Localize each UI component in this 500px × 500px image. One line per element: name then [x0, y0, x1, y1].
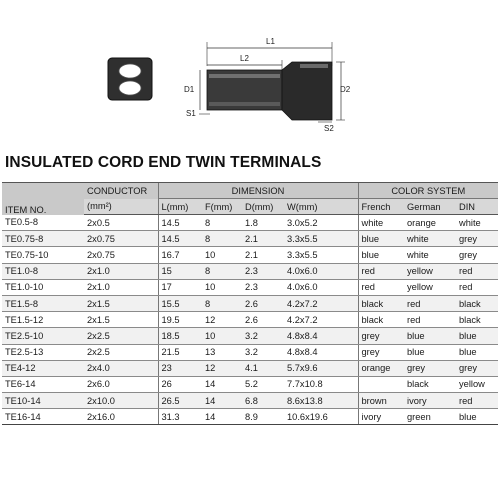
- cell-item-no: TE10-14: [2, 393, 84, 409]
- cell-width-w: 3.0x5.2: [284, 215, 358, 231]
- header-color-system: COLOR SYSTEM: [358, 183, 498, 199]
- cell-conductor: 2x16.0: [84, 409, 158, 425]
- side-view: [184, 37, 351, 133]
- cell-color-german: orange: [404, 215, 456, 231]
- cell-length-l: 17: [158, 279, 202, 295]
- end-view: [108, 58, 152, 100]
- cell-length-f: 8: [202, 263, 242, 279]
- cell-conductor: 2x4.0: [84, 360, 158, 376]
- cell-diameter-d: 2.1: [242, 231, 284, 247]
- cell-color-din: grey: [456, 231, 498, 247]
- cell-color-din: blue: [456, 409, 498, 425]
- cell-width-w: 7.7x10.8: [284, 376, 358, 392]
- table-row: [2, 263, 498, 279]
- terminal-spec-table: [2, 182, 498, 425]
- cell-color-french: brown: [358, 393, 404, 409]
- cell-length-l: 26: [158, 376, 202, 392]
- cell-item-no: TE4-12: [2, 360, 84, 376]
- cell-width-w: 4.0x6.0: [284, 279, 358, 295]
- cell-length-f: 14: [202, 393, 242, 409]
- terminal-diagram: [0, 0, 500, 150]
- cell-width-w: 4.2x7.2: [284, 295, 358, 311]
- cell-item-no: TE1.5-12: [2, 312, 84, 328]
- cell-diameter-d: 8.9: [242, 409, 284, 425]
- header-item-no: ITEM NO.: [2, 183, 84, 215]
- cell-color-german: blue: [404, 328, 456, 344]
- cell-length-l: 15: [158, 263, 202, 279]
- table-row: [2, 376, 498, 392]
- cell-diameter-d: 3.2: [242, 344, 284, 360]
- table-row: [2, 312, 498, 328]
- cell-diameter-d: 2.6: [242, 312, 284, 328]
- cell-diameter-d: 4.1: [242, 360, 284, 376]
- cell-conductor: 2x1.0: [84, 279, 158, 295]
- header-w: W(mm): [284, 199, 358, 215]
- header-german: German: [404, 199, 456, 215]
- cell-diameter-d: 5.2: [242, 376, 284, 392]
- cell-color-german: black: [404, 376, 456, 392]
- table-row: [2, 393, 498, 409]
- cell-color-german: ivory: [404, 393, 456, 409]
- cell-color-din: red: [456, 279, 498, 295]
- cell-width-w: 4.2x7.2: [284, 312, 358, 328]
- cell-color-german: red: [404, 312, 456, 328]
- cell-diameter-d: 2.3: [242, 263, 284, 279]
- cell-length-l: 16.7: [158, 247, 202, 263]
- table-row: [2, 215, 498, 231]
- cell-diameter-d: 3.2: [242, 328, 284, 344]
- header-dimension: DIMENSION: [158, 183, 358, 199]
- cell-width-w: 4.8x8.4: [284, 344, 358, 360]
- cell-color-french: white: [358, 215, 404, 231]
- cell-width-w: 5.7x9.6: [284, 360, 358, 376]
- cell-color-german: white: [404, 247, 456, 263]
- cell-length-l: 14.5: [158, 231, 202, 247]
- cell-width-w: 3.3x5.5: [284, 247, 358, 263]
- cell-length-l: 21.5: [158, 344, 202, 360]
- cell-color-french: grey: [358, 328, 404, 344]
- header-conductor: CONDUCTOR: [84, 183, 158, 199]
- table-row: [2, 295, 498, 311]
- table-row: [2, 344, 498, 360]
- cell-item-no: TE6-14: [2, 376, 84, 392]
- cell-length-f: 10: [202, 247, 242, 263]
- cell-length-f: 14: [202, 376, 242, 392]
- cell-item-no: TE1.0-10: [2, 279, 84, 295]
- cell-conductor: 2x0.75: [84, 247, 158, 263]
- header-french: French: [358, 199, 404, 215]
- table-body: [2, 215, 498, 425]
- cell-color-german: blue: [404, 344, 456, 360]
- cell-conductor: 2x10.0: [84, 393, 158, 409]
- cell-color-french: grey: [358, 344, 404, 360]
- header-conductor-unit: (mm²): [84, 199, 158, 215]
- table-row: [2, 279, 498, 295]
- cell-diameter-d: 2.1: [242, 247, 284, 263]
- cell-item-no: TE1.5-8: [2, 295, 84, 311]
- cell-color-din: black: [456, 295, 498, 311]
- cell-conductor: 2x2.5: [84, 344, 158, 360]
- cell-length-l: 15.5: [158, 295, 202, 311]
- cell-color-din: red: [456, 263, 498, 279]
- cell-length-f: 8: [202, 215, 242, 231]
- header-din: DIN: [456, 199, 498, 215]
- cell-length-l: 14.5: [158, 215, 202, 231]
- s1-label: S1: [186, 109, 196, 118]
- cell-color-french: red: [358, 279, 404, 295]
- cell-diameter-d: 1.8: [242, 215, 284, 231]
- cell-color-din: white: [456, 215, 498, 231]
- table-row: [2, 328, 498, 344]
- page-title: INSULATED CORD END TWIN TERMINALS: [5, 154, 322, 171]
- cell-color-french: black: [358, 312, 404, 328]
- header-f: F(mm): [202, 199, 242, 215]
- cell-diameter-d: 2.3: [242, 279, 284, 295]
- table-row: [2, 247, 498, 263]
- cell-color-french: black: [358, 295, 404, 311]
- s2-label: S2: [324, 124, 334, 133]
- cell-color-din: grey: [456, 360, 498, 376]
- table-row: [2, 360, 498, 376]
- cell-width-w: 4.8x8.4: [284, 328, 358, 344]
- cell-length-l: 31.3: [158, 409, 202, 425]
- cell-length-l: 23: [158, 360, 202, 376]
- cell-length-f: 10: [202, 328, 242, 344]
- cell-length-l: 26.5: [158, 393, 202, 409]
- cell-length-l: 19.5: [158, 312, 202, 328]
- d2-label: D2: [340, 85, 351, 94]
- cell-color-din: yellow: [456, 376, 498, 392]
- l2-label: L2: [240, 54, 249, 63]
- header-l: L(mm): [158, 199, 202, 215]
- cell-color-french: blue: [358, 247, 404, 263]
- cell-length-f: 12: [202, 360, 242, 376]
- cell-color-din: grey: [456, 247, 498, 263]
- cell-length-f: 13: [202, 344, 242, 360]
- cell-item-no: TE2.5-13: [2, 344, 84, 360]
- cell-color-french: orange: [358, 360, 404, 376]
- cell-color-french: red: [358, 263, 404, 279]
- cell-item-no: TE0.75-8: [2, 231, 84, 247]
- cell-item-no: TE1.0-8: [2, 263, 84, 279]
- cell-length-f: 10: [202, 279, 242, 295]
- cell-conductor: 2x1.5: [84, 295, 158, 311]
- cell-diameter-d: 2.6: [242, 295, 284, 311]
- cell-color-german: red: [404, 295, 456, 311]
- cell-length-f: 8: [202, 295, 242, 311]
- cell-item-no: TE16-14: [2, 409, 84, 425]
- cell-item-no: TE0.75-10: [2, 247, 84, 263]
- cell-width-w: 10.6x19.6: [284, 409, 358, 425]
- cell-conductor: 2x1.0: [84, 263, 158, 279]
- cell-length-f: 14: [202, 409, 242, 425]
- cell-color-din: blue: [456, 344, 498, 360]
- d1-label: D1: [184, 85, 195, 94]
- cell-conductor: 2x6.0: [84, 376, 158, 392]
- table-row: [2, 231, 498, 247]
- cell-width-w: 4.0x6.0: [284, 263, 358, 279]
- cell-color-german: white: [404, 231, 456, 247]
- cell-color-din: black: [456, 312, 498, 328]
- header-d: D(mm): [242, 199, 284, 215]
- cell-width-w: 8.6x13.8: [284, 393, 358, 409]
- l1-label: L1: [266, 37, 275, 46]
- cell-color-french: ivory: [358, 409, 404, 425]
- cell-item-no: TE0.5-8: [2, 215, 84, 231]
- cell-conductor: 2x1.5: [84, 312, 158, 328]
- cell-color-din: red: [456, 393, 498, 409]
- cell-conductor: 2x2.5: [84, 328, 158, 344]
- cell-color-french: blue: [358, 231, 404, 247]
- cell-color-german: yellow: [404, 279, 456, 295]
- cell-color-french: [358, 376, 404, 392]
- cell-diameter-d: 6.8: [242, 393, 284, 409]
- cell-color-german: yellow: [404, 263, 456, 279]
- cell-color-din: blue: [456, 328, 498, 344]
- cell-conductor: 2x0.75: [84, 231, 158, 247]
- cell-item-no: TE2.5-10: [2, 328, 84, 344]
- cell-color-german: grey: [404, 360, 456, 376]
- table-row: [2, 409, 498, 425]
- cell-conductor: 2x0.5: [84, 215, 158, 231]
- cell-color-german: green: [404, 409, 456, 425]
- cell-length-l: 18.5: [158, 328, 202, 344]
- cell-length-f: 8: [202, 231, 242, 247]
- cell-width-w: 3.3x5.5: [284, 231, 358, 247]
- cell-length-f: 12: [202, 312, 242, 328]
